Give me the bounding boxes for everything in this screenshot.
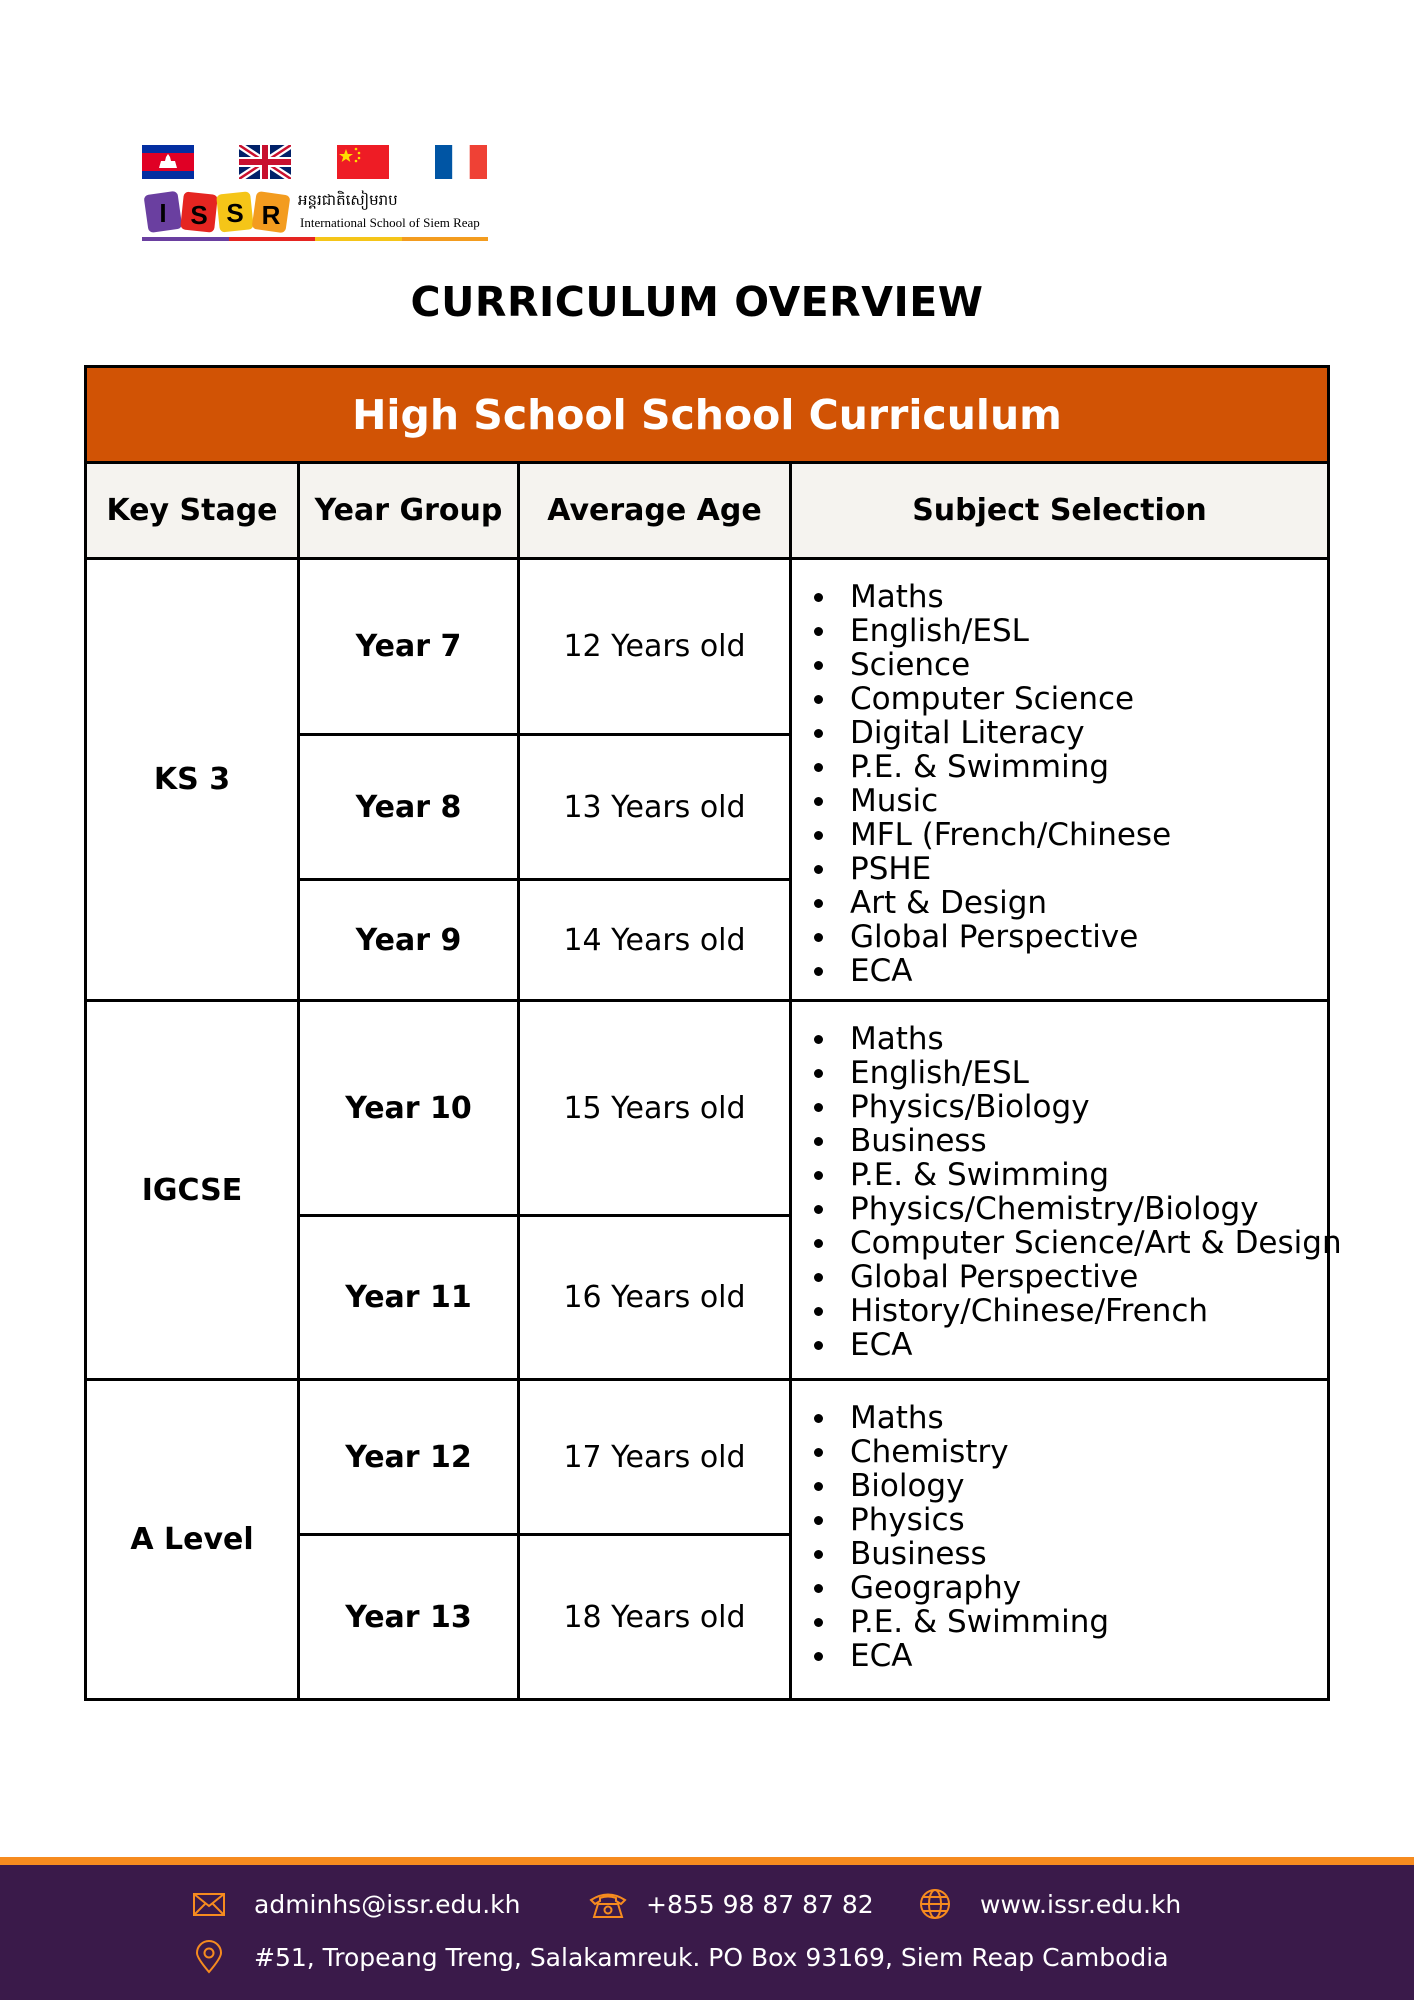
subject-item: Digital Literacy — [814, 716, 1327, 750]
globe-icon — [918, 1887, 952, 1921]
table-title: High School School Curriculum — [87, 368, 1327, 464]
stage-a-level: A Level — [87, 1381, 300, 1698]
logo-color-bar — [142, 237, 488, 241]
footer-email-text[interactable]: adminhs@issr.edu.kh — [254, 1889, 521, 1919]
subject-item: Business — [814, 1537, 1327, 1571]
subject-item: Music — [814, 784, 1327, 818]
subject-item: Physics/Chemistry/Biology — [814, 1192, 1327, 1226]
year-8: Year 8 — [300, 736, 520, 881]
uk-flag-icon — [239, 145, 291, 179]
footer-email[interactable] — [192, 1887, 521, 1921]
column-header-key-stage: Key Stage — [87, 464, 300, 560]
age-year-13: 18 Years old — [520, 1536, 792, 1698]
subjects-igcse — [792, 1002, 1342, 1381]
cambodia-flag-icon — [142, 145, 194, 179]
subject-item: Global Perspective — [814, 920, 1327, 954]
subject-item: Global Perspective — [814, 1260, 1327, 1294]
telephone-icon — [588, 1887, 628, 1921]
stage-ks3: KS 3 — [87, 560, 300, 1002]
location-pin-icon — [192, 1940, 226, 1974]
age-year-7: 12 Years old — [520, 560, 792, 736]
subject-item: Computer Science — [814, 682, 1327, 716]
subject-item: Science — [814, 648, 1327, 682]
subject-item: ECA — [814, 1639, 1327, 1673]
subject-item: Computer Science/Art & Design — [814, 1226, 1327, 1260]
logo-khmer-name: អន្តរជាតិសៀមរាប — [298, 191, 398, 209]
school-logo — [140, 145, 490, 245]
subject-item: Maths — [814, 580, 1327, 614]
subject-item: History/Chinese/French — [814, 1294, 1327, 1328]
column-header-year-group: Year Group — [300, 464, 520, 560]
footer-phone[interactable] — [588, 1887, 874, 1921]
subject-item: Chemistry — [814, 1435, 1327, 1469]
france-flag-icon — [435, 145, 487, 179]
subject-item: Physics/Biology — [814, 1090, 1327, 1124]
subject-item: PSHE — [814, 852, 1327, 886]
subject-item: P.E. & Swimming — [814, 1158, 1327, 1192]
footer-address-text: #51, Tropeang Treng, Salakamreuk. PO Box 93169, Siem Reap Cambodia — [254, 1942, 1169, 1972]
subject-item: English/ESL — [814, 614, 1327, 648]
subject-item: P.E. & Swimming — [814, 750, 1327, 784]
year-7: Year 7 — [300, 560, 520, 736]
logo-letter-2: S — [190, 200, 208, 230]
footer-phone-text[interactable]: +855 98 87 87 82 — [646, 1889, 874, 1919]
logo-letter-1: I — [159, 198, 167, 228]
issr-letter-blocks — [142, 187, 294, 237]
page-title: CURRICULUM OVERVIEW — [410, 278, 984, 326]
envelope-icon — [192, 1887, 226, 1921]
stage-igcse: IGCSE — [87, 1002, 300, 1381]
subject-item: Maths — [814, 1022, 1327, 1056]
age-year-11: 16 Years old — [520, 1217, 792, 1381]
column-header-subject-selection: Subject Selection — [792, 464, 1327, 560]
subjects-ks3 — [792, 560, 1327, 1002]
curriculum-table — [84, 365, 1342, 1701]
year-11: Year 11 — [300, 1217, 520, 1381]
flag-row — [140, 145, 490, 179]
age-year-12: 17 Years old — [520, 1381, 792, 1536]
column-header-average-age: Average Age — [520, 464, 792, 560]
subjects-a-level — [792, 1381, 1327, 1698]
logo-english-name: International School of Siem Reap — [300, 215, 480, 230]
year-12: Year 12 — [300, 1381, 520, 1536]
footer-website-text[interactable]: www.issr.edu.kh — [980, 1889, 1182, 1919]
footer-accent-line — [0, 1857, 1414, 1865]
age-year-9: 14 Years old — [520, 881, 792, 1002]
subject-item: Art & Design — [814, 886, 1327, 920]
subject-item: P.E. & Swimming — [814, 1605, 1327, 1639]
year-10: Year 10 — [300, 1002, 520, 1217]
subject-item: Maths — [814, 1401, 1327, 1435]
logo-letter-4: R — [261, 200, 281, 230]
subject-item: Physics — [814, 1503, 1327, 1537]
footer — [0, 1865, 1414, 2000]
footer-website[interactable] — [918, 1887, 1181, 1921]
year-13: Year 13 — [300, 1536, 520, 1698]
subject-item: ECA — [814, 1328, 1327, 1362]
age-year-8: 13 Years old — [520, 736, 792, 881]
subject-item: Business — [814, 1124, 1327, 1158]
subject-item: Geography — [814, 1571, 1327, 1605]
subject-item: Biology — [814, 1469, 1327, 1503]
subject-item: ECA — [814, 954, 1327, 988]
subject-item: English/ESL — [814, 1056, 1327, 1090]
age-year-10: 15 Years old — [520, 1002, 792, 1217]
year-9: Year 9 — [300, 881, 520, 1002]
footer-address — [192, 1940, 1169, 1974]
logo-letter-3: S — [226, 198, 244, 228]
subject-item: MFL (French/Chinese — [814, 818, 1327, 852]
china-flag-icon — [337, 145, 389, 179]
